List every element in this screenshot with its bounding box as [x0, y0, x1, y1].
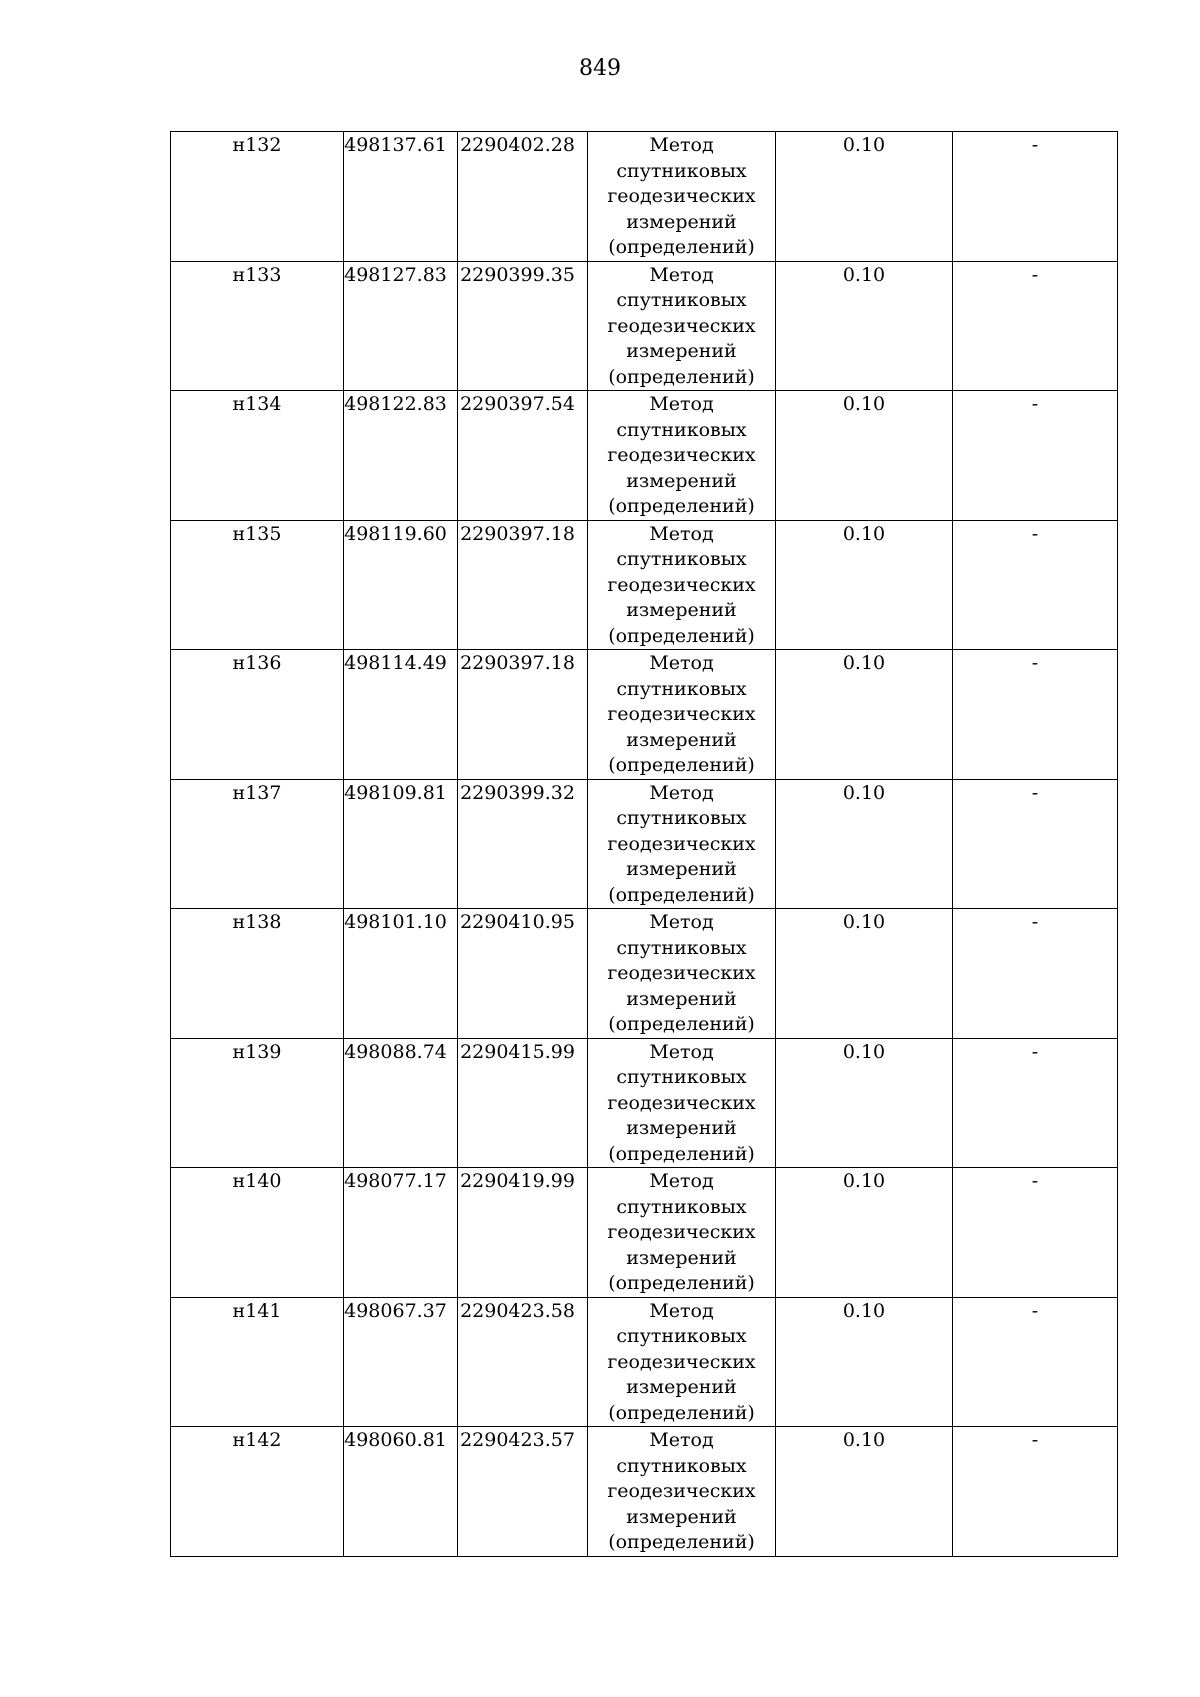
- x-coordinate-cell: [344, 1038, 458, 1168]
- accuracy-cell: [776, 779, 953, 909]
- method-cell-text: Метод спутниковых геодезических измерений (определений): [607, 134, 756, 258]
- point-name-cell: [171, 1168, 344, 1298]
- y-coordinate-cell-text: 2290415.99: [460, 1040, 575, 1063]
- y-coordinate-cell: [458, 261, 588, 391]
- method-cell: [588, 909, 776, 1039]
- point-name-cell-text: н134: [232, 393, 282, 415]
- x-coordinate-cell: [344, 779, 458, 909]
- y-coordinate-cell-text: 2290410.95: [460, 911, 575, 933]
- x-coordinate-cell: [344, 132, 458, 262]
- y-coordinate-cell: [458, 1168, 588, 1298]
- y-coordinate-cell: [458, 1427, 588, 1557]
- x-coordinate-cell: [344, 391, 458, 521]
- note-cell: [953, 1168, 1118, 1298]
- y-coordinate-cell: [458, 391, 588, 521]
- point-name-cell-text: н142: [232, 1429, 282, 1451]
- point-name-cell: [171, 391, 344, 521]
- accuracy-cell: [776, 1168, 953, 1298]
- method-cell-text: Метод спутниковых геодезических измерений (определений): [607, 393, 756, 517]
- accuracy-cell: [776, 520, 953, 650]
- accuracy-cell-text: 0.10: [842, 781, 886, 804]
- note-cell: [953, 650, 1118, 780]
- accuracy-cell: [776, 391, 953, 521]
- point-name-cell: [171, 650, 344, 780]
- x-coordinate-cell: [344, 1427, 458, 1557]
- note-cell-text: -: [1031, 522, 1039, 545]
- note-cell: [953, 1427, 1118, 1557]
- method-cell-text: Метод спутниковых геодезических измерений (определений): [607, 652, 756, 776]
- method-cell-text: Метод спутниковых геодезических измерений (определений): [607, 781, 756, 906]
- point-name-cell: [171, 132, 344, 262]
- point-name-cell-text: н140: [232, 1170, 282, 1192]
- point-name-cell: [171, 779, 344, 909]
- note-cell: [953, 520, 1118, 650]
- table-row: [171, 132, 1118, 262]
- method-cell: [588, 1297, 776, 1427]
- method-cell: [588, 391, 776, 521]
- accuracy-cell-text: 0.10: [842, 1040, 886, 1063]
- x-coordinate-cell-text: 498077.17: [344, 1170, 447, 1192]
- note-cell-text: -: [1031, 911, 1039, 933]
- y-coordinate-cell-text: 2290423.57: [460, 1429, 575, 1451]
- accuracy-cell: [776, 132, 953, 262]
- y-coordinate-cell-text: 2290402.28: [460, 134, 575, 156]
- x-coordinate-cell-text: 498109.81: [344, 781, 447, 804]
- accuracy-cell-text: 0.10: [842, 263, 886, 286]
- x-coordinate-cell: [344, 909, 458, 1039]
- note-cell-text: -: [1031, 1299, 1039, 1322]
- accuracy-cell-text: 0.10: [842, 1299, 886, 1322]
- table-row: [171, 650, 1118, 780]
- point-name-cell-text: н136: [232, 652, 282, 674]
- y-coordinate-cell: [458, 779, 588, 909]
- method-cell: [588, 520, 776, 650]
- x-coordinate-cell-text: 498067.37: [344, 1299, 447, 1322]
- note-cell: [953, 909, 1118, 1039]
- note-cell: [953, 779, 1118, 909]
- accuracy-cell-text: 0.10: [842, 1170, 886, 1192]
- method-cell-text: Метод спутниковых геодезических измерений (определений): [607, 1170, 756, 1294]
- point-name-cell: [171, 1427, 344, 1557]
- x-coordinate-cell: [344, 1168, 458, 1298]
- note-cell-text: -: [1031, 393, 1039, 415]
- point-name-cell-text: н141: [232, 1299, 282, 1322]
- x-coordinate-cell: [344, 650, 458, 780]
- method-cell: [588, 650, 776, 780]
- point-name-cell: [171, 520, 344, 650]
- accuracy-cell-text: 0.10: [842, 522, 886, 545]
- table-row: [171, 1168, 1118, 1298]
- table-row: [171, 391, 1118, 521]
- note-cell-text: -: [1031, 652, 1039, 674]
- note-cell-text: -: [1031, 781, 1039, 804]
- x-coordinate-cell-text: 498060.81: [344, 1429, 447, 1451]
- x-coordinate-cell: [344, 261, 458, 391]
- note-cell: [953, 1297, 1118, 1427]
- table-row: [171, 261, 1118, 391]
- y-coordinate-cell: [458, 132, 588, 262]
- table-body: [171, 132, 1118, 1557]
- x-coordinate-cell-text: 498127.83: [344, 263, 447, 286]
- method-cell-text: Метод спутниковых геодезических измерений (определений): [607, 522, 756, 647]
- x-coordinate-cell-text: 498122.83: [344, 393, 447, 415]
- point-name-cell: [171, 909, 344, 1039]
- point-name-cell: [171, 1038, 344, 1168]
- note-cell-text: -: [1031, 134, 1039, 156]
- table-row: [171, 520, 1118, 650]
- method-cell: [588, 261, 776, 391]
- accuracy-cell-text: 0.10: [842, 134, 886, 156]
- method-cell-text: Метод спутниковых геодезических измерений (определений): [607, 263, 756, 388]
- point-name-cell-text: н133: [232, 263, 282, 286]
- method-cell-text: Метод спутниковых геодезических измерений (определений): [607, 911, 756, 1035]
- accuracy-cell-text: 0.10: [842, 652, 886, 674]
- note-cell: [953, 261, 1118, 391]
- page-number: 849: [579, 56, 621, 81]
- x-coordinate-cell-text: 498114.49: [344, 652, 447, 674]
- accuracy-cell: [776, 650, 953, 780]
- point-name-cell-text: н137: [232, 781, 282, 804]
- method-cell: [588, 1038, 776, 1168]
- point-name-cell: [171, 1297, 344, 1427]
- y-coordinate-cell: [458, 909, 588, 1039]
- table-row: [171, 1038, 1118, 1168]
- y-coordinate-cell-text: 2290397.54: [460, 393, 575, 415]
- x-coordinate-cell-text: 498119.60: [344, 522, 447, 545]
- note-cell: [953, 132, 1118, 262]
- method-cell-text: Метод спутниковых геодезических измерений (определений): [607, 1040, 756, 1165]
- accuracy-cell-text: 0.10: [842, 911, 886, 933]
- note-cell: [953, 1038, 1118, 1168]
- y-coordinate-cell: [458, 1297, 588, 1427]
- x-coordinate-cell-text: 498088.74: [344, 1040, 447, 1063]
- accuracy-cell: [776, 1297, 953, 1427]
- x-coordinate-cell: [344, 520, 458, 650]
- table-row: [171, 1427, 1118, 1557]
- point-name-cell-text: н135: [232, 522, 282, 545]
- y-coordinate-cell-text: 2290423.58: [460, 1299, 575, 1322]
- y-coordinate-cell: [458, 520, 588, 650]
- y-coordinate-cell: [458, 1038, 588, 1168]
- y-coordinate-cell-text: 2290419.99: [460, 1170, 575, 1192]
- x-coordinate-cell-text: 498137.61: [344, 134, 447, 156]
- table-row: [171, 1297, 1118, 1427]
- accuracy-cell: [776, 1038, 953, 1168]
- note-cell-text: -: [1031, 1170, 1039, 1192]
- point-name-cell: [171, 261, 344, 391]
- point-name-cell-text: н138: [232, 911, 282, 933]
- y-coordinate-cell-text: 2290397.18: [460, 522, 575, 545]
- accuracy-cell: [776, 909, 953, 1039]
- note-cell-text: -: [1031, 1040, 1039, 1063]
- y-coordinate-cell: [458, 650, 588, 780]
- accuracy-cell: [776, 1427, 953, 1557]
- method-cell: [588, 779, 776, 909]
- y-coordinate-cell-text: 2290399.32: [460, 781, 575, 804]
- table-row: [171, 909, 1118, 1039]
- accuracy-cell-text: 0.10: [842, 1429, 886, 1451]
- x-coordinate-cell-text: 498101.10: [344, 911, 447, 933]
- point-name-cell-text: н132: [232, 134, 282, 156]
- accuracy-cell: [776, 261, 953, 391]
- coordinates-table: [170, 131, 1118, 1557]
- x-coordinate-cell: [344, 1297, 458, 1427]
- method-cell-text: Метод спутниковых геодезических измерений (определений): [607, 1429, 756, 1553]
- method-cell-text: Метод спутниковых геодезических измерений (определений): [607, 1299, 756, 1424]
- point-name-cell-text: н139: [232, 1040, 282, 1063]
- method-cell: [588, 1168, 776, 1298]
- method-cell: [588, 132, 776, 262]
- accuracy-cell-text: 0.10: [842, 393, 886, 415]
- y-coordinate-cell-text: 2290399.35: [460, 263, 575, 286]
- note-cell: [953, 391, 1118, 521]
- table-row: [171, 779, 1118, 909]
- y-coordinate-cell-text: 2290397.18: [460, 652, 575, 674]
- note-cell-text: -: [1031, 263, 1039, 286]
- note-cell-text: -: [1031, 1429, 1039, 1451]
- method-cell: [588, 1427, 776, 1557]
